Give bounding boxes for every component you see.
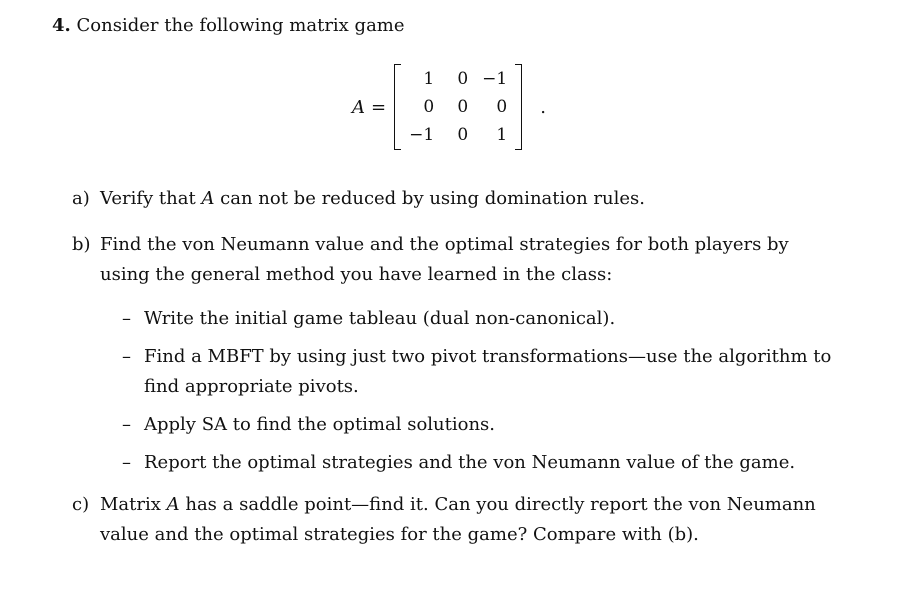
matrix-table — [402, 65, 514, 149]
dash-bullet: – — [122, 414, 131, 435]
part-b — [72, 230, 842, 478]
subitem-list — [122, 304, 842, 478]
subitem-text: Write the initial game tableau (dual non-canonical). — [144, 308, 616, 329]
list-item — [122, 448, 842, 478]
matrix-cell: 1 — [496, 125, 508, 145]
dash-bullet: – — [122, 308, 131, 329]
part-label: a) — [72, 188, 90, 209]
matrix-cell: 0 — [423, 97, 435, 117]
left-bracket — [394, 64, 401, 150]
matrix-cell: −1 — [482, 69, 508, 89]
matrix-cell: 1 — [423, 69, 435, 89]
part-a-text-after: can not be reduced by using domination rules. — [214, 188, 645, 209]
part-label: c) — [72, 494, 90, 515]
matrix-cell: 0 — [457, 97, 469, 117]
subitem-text: Apply SA to find the optimal solutions. — [144, 414, 496, 435]
subitem-text: Find a MBFT by using just two pivot transformations—use the algorithm to find appropriate pivots. — [144, 346, 832, 397]
problem-number: 4. — [52, 15, 71, 36]
list-item — [122, 304, 842, 334]
matrix-var: A — [201, 188, 215, 209]
subitem-text: Report the optimal strategies and the von Neumann value of the game. — [144, 452, 796, 473]
matrix-row — [402, 65, 514, 93]
equals-sign: = — [371, 96, 387, 118]
question-parts — [72, 184, 842, 550]
matrix-cell: 0 — [496, 97, 508, 117]
problem-intro: Consider the following matrix game — [76, 15, 405, 36]
dash-bullet: – — [122, 346, 131, 367]
part-b-text: Find the von Neumann value and the optimal strategies for both players by using the general method you have learned in the class: — [100, 234, 789, 285]
part-a — [72, 184, 842, 214]
matrix-brackets — [394, 64, 522, 150]
problem-heading — [52, 14, 405, 38]
matrix-row — [402, 121, 514, 149]
list-item — [122, 342, 842, 402]
part-c-text-after: has a saddle point—find it. Can you directly report the von Neumann value and the optimal strategies for the game? Compare with (b). — [100, 494, 816, 545]
matrix-name: A — [352, 96, 365, 118]
matrix-cell: 0 — [457, 125, 469, 145]
part-c-text-before: Matrix — [100, 494, 167, 515]
part-c — [72, 490, 842, 550]
part-label: b) — [72, 234, 91, 255]
part-a-text-before: Verify that — [100, 188, 202, 209]
matrix-var: A — [166, 494, 180, 515]
matrix-equation — [352, 62, 546, 152]
matrix-period: . — [540, 96, 546, 118]
right-bracket — [515, 64, 522, 150]
dash-bullet: – — [122, 452, 131, 473]
matrix-cell: −1 — [409, 125, 435, 145]
list-item — [122, 410, 842, 440]
matrix-row — [402, 93, 514, 121]
matrix-cell: 0 — [457, 69, 469, 89]
